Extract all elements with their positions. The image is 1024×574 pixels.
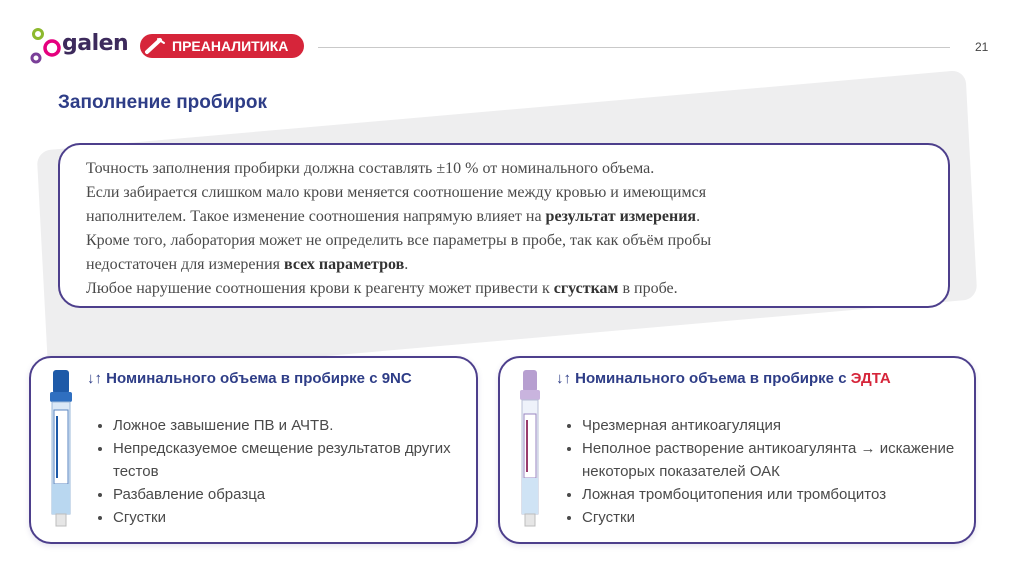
badge-label: ПРЕАНАЛИТИКА bbox=[172, 38, 289, 54]
list-item: • Ложная тромбоцитопения или тромбоцитоз bbox=[582, 483, 982, 506]
text-line: недостаточен для измерения всех параметров. bbox=[86, 256, 409, 273]
card-citrate-tube bbox=[29, 356, 478, 544]
blue-tube-icon bbox=[47, 370, 75, 530]
test-tube-icon bbox=[144, 37, 166, 55]
list-item: • Сгустки bbox=[582, 506, 982, 529]
emphasis: всех параметров bbox=[284, 256, 405, 273]
galen-logo bbox=[28, 22, 129, 68]
text-line: Любое нарушение соотношения крови к реагенту может привести к сгусткам в пробе. bbox=[86, 280, 678, 297]
galen-logo-icon bbox=[28, 22, 64, 68]
list-item: • Ложное завышение ПВ и АЧТВ. bbox=[113, 414, 483, 437]
lavender-tube-icon bbox=[516, 370, 544, 530]
edta-label: ЭДТА bbox=[850, 370, 891, 387]
text-line: Если забирается слишком мало крови меняется соотношение между кровью и имеющимся bbox=[86, 184, 707, 201]
logo-text: galen bbox=[62, 31, 129, 56]
text-line: Точность заполнения пробирки должна составлять ±10 % от номинального объема. bbox=[86, 160, 655, 177]
list-item: • Чрезмерная антикоагуляция bbox=[582, 414, 982, 437]
list-item: • Разбавление образца bbox=[113, 483, 483, 506]
up-down-arrows-icon: ↓↑ bbox=[87, 370, 102, 387]
text-line: Кроме того, лаборатория может не определить все параметры в пробе, так как объём пробы bbox=[86, 232, 712, 249]
bullet-list bbox=[558, 414, 982, 529]
list-item: • Сгустки bbox=[113, 506, 483, 529]
text-line: наполнителем. Такое изменение соотношения напрямую влияет на результат измерения. bbox=[86, 208, 701, 225]
bullet-list bbox=[89, 414, 483, 529]
up-down-arrows-icon: ↓↑ bbox=[556, 370, 571, 387]
list-item: • Непредсказуемое смещение результатов других тестов bbox=[113, 437, 483, 483]
emphasis: сгусткам bbox=[553, 280, 619, 297]
card-edta-tube bbox=[498, 356, 976, 544]
header-divider bbox=[318, 47, 950, 48]
page-title: Заполнение пробирок bbox=[58, 92, 268, 113]
card-title: ↓↑ Номинального объема в пробирке с 9NC bbox=[87, 370, 412, 387]
card-title: ↓↑ Номинального объема в пробирке с ЭДТА bbox=[556, 370, 891, 387]
list-item: • Неполное растворение антикоагулянта → искажение некоторых показателей ОАК bbox=[582, 437, 982, 483]
emphasis: результат измерения bbox=[545, 208, 697, 225]
main-text-box bbox=[58, 143, 950, 308]
preanalytics-badge bbox=[140, 34, 304, 58]
page-number: 21 bbox=[975, 40, 989, 54]
